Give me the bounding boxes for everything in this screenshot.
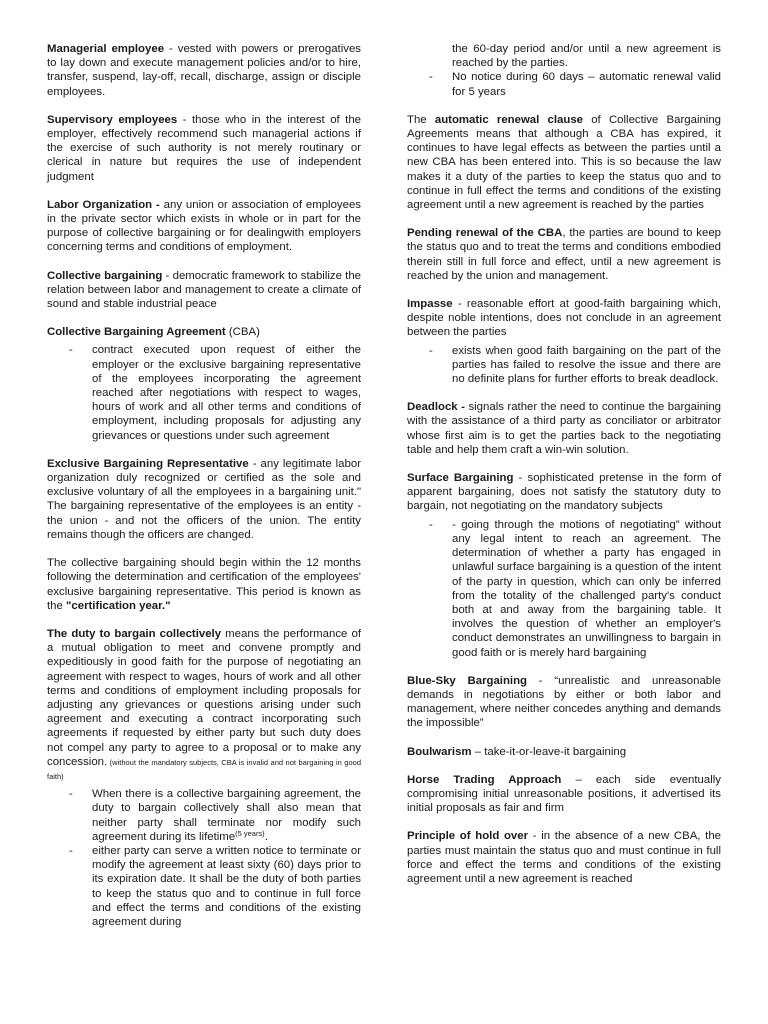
term-collective-bargaining: Collective bargaining <box>47 269 163 282</box>
term-cba: Collective Bargaining Agreement <box>47 326 226 339</box>
term-supervisory-employees: Supervisory employees <box>47 113 178 126</box>
supervisory-employees-definition: Supervisory employees - those who in the interest of the employer, effectively recommend such managerial actions if the exercise of such authority is not merely routinary or clerical in nature but requires the use of independent judgment <box>47 113 362 183</box>
surface-bargaining-list <box>407 518 721 660</box>
boulwarism-definition: Boulwarism – take-it-or-leave-it bargaining <box>407 745 627 758</box>
list-item: - exists when good faith bargaining on the part of the parties has failed to resolve the issue and there are no definite plans for further efforts to break deadlock. <box>429 344 721 386</box>
list-item: - No notice during 60 days – automatic renewal valid for 5 years <box>429 71 721 98</box>
term-duty-to-bargain: The duty to bargain collectively <box>47 627 222 640</box>
term-boulwarism: Boulwarism <box>407 745 472 758</box>
certification-year-paragraph: The collective bargaining should begin within the 12 months following the determination and certification of the employees' exclusive bargaining representative. This period is known as the "certification year." <box>47 557 361 612</box>
term-labor-organization: Labor Organization - <box>47 198 160 211</box>
pending-renewal-paragraph: Pending renewal of the CBA, the parties are bound to keep the status quo and to treat the terms and conditions embodied therein still in full force and effect, until a new agreement is reached by the union and management. <box>407 227 721 282</box>
duty-to-bargain-definition: The duty to bargain collectively means the performance of a mutual obligation to meet and convene promptly and expeditiously in good faith for the purpose of negotiating an agreement with respect to wages, hours of work and all other terms and conditions of employment including proposals for adjusting any grievances or questions arising under such agreement and executing a contract incorporating such agreements if requested by either party but such duty does not compel any party to agree to a proposal or to make any concession. (without the mandatory subjects, CBA is invalid and not bargaining in good faith) <box>47 627 361 781</box>
principle-of-hold-over-definition: Principle of hold over - in the absence of a new CBA, the parties must maintain the status quo and must continue in full force and effect the terms and conditions of the existing agreement until a new agreement is reached <box>407 830 721 885</box>
impasse-definition: Impasse - reasonable effort at good-faith bargaining which, despite noble intentions, does not conclude in an agreement between the parties <box>407 298 721 339</box>
impasse-list <box>407 344 721 387</box>
duty-note: (without the mandatory subjects, CBA is invalid and not bargaining in good faith) <box>47 757 361 781</box>
blue-sky-bargaining-definition: Blue-Sky Bargaining - “unrealistic and unreasonable demands in negotiations by either or both labor and management, where neither concedes anything and demands the impossible” <box>407 674 721 730</box>
surface-bargaining-definition: Surface Bargaining - sophisticated pretense in the form of apparent bargaining, does not satisfy the statutory duty to bargain, not negotiating on the mandatory subjects <box>407 472 721 513</box>
list-item: the 60-day period and/or until a new agreement is reached by the parties. <box>452 43 721 70</box>
list-item: - either party can serve a written notice to terminate or modify the agreement at least sixty (60) days prior to its expiration date. It shall be the duty of both parties to keep the status quo and to continue in full force and effect the terms and conditions of the existing agreement during <box>69 844 361 928</box>
labor-organization-definition: Labor Organization - any union or association of employees in the private sector which exists in whole or in part for the purpose of collective bargaining or for dealingwith employers concerning terms and conditions of employment. <box>47 198 361 254</box>
term-blue-sky-bargaining: Blue-Sky Bargaining <box>407 674 528 687</box>
term-managerial-employee: Managerial employee <box>47 43 165 55</box>
term-automatic-renewal-clause: automatic renewal clause <box>434 113 583 126</box>
list-item: - - going through the motions of negotiating” without any legal intent to reach an agreement. The determination of whether a party has engaged in unlawful surface bargaining is a question of the intent of the party in question, which can only be inferred from the totality of the challenged party's conduct both at and away from the bargaining table. It involves the question of whether an employer's conduct demonstrates an unwillingness to bargain in good faith or is merely hard bargaining <box>429 518 721 659</box>
automatic-renewal-clause-paragraph: The automatic renewal clause of Collective Bargaining Agreements means that although a CBA has expired, it continues to have legal effects as between the parties until a new CBA has been entered into. This is so because the law makes it a duty of the parties to keep the status quo and to continue in full effect the terms and conditions of the existing agreement until a new agreement is reached by the parties <box>407 113 722 212</box>
right-column <box>407 42 721 900</box>
collective-bargaining-definition: Collective bargaining - democratic framework to stabilize the relation between labor and management to create a climate of sound and stable industrial peace <box>47 269 361 311</box>
deadlock-definition: Deadlock - signals rather the need to continue the bargaining with the assistance of a third party as conciliator or arbitrator whose first aim is to get the parties back to the negotiating table and help them craft a win-win solution. <box>407 401 721 456</box>
term-deadlock: Deadlock - <box>407 401 465 414</box>
term-exclusive-bargaining-representative: Exclusive Bargaining Representative <box>47 457 249 470</box>
term-horse-trading-approach: Horse Trading Approach <box>407 773 562 786</box>
lifetime-note: (5 years) <box>235 828 265 838</box>
term-pending-renewal: Pending renewal of the CBA <box>407 227 563 240</box>
term-certification-year: "certification year." <box>66 599 171 612</box>
left-column <box>47 42 361 943</box>
term-impasse: Impasse <box>407 298 453 311</box>
cba-heading: Collective Bargaining Agreement (CBA) <box>47 326 260 339</box>
term-surface-bargaining: Surface Bargaining <box>407 472 514 485</box>
managerial-employee-definition: Managerial employee - vested with powers or prerogatives to lay down and execute management policies and/or to hire, transfer, suspend, lay-off, recall, discharge, assign or disciple employees. <box>47 43 361 98</box>
duty-list <box>47 787 361 929</box>
horse-trading-approach-definition: Horse Trading Approach – each side eventually compromising initial unreasonable positions, it advertised its initial proposals as fair and firm <box>407 773 721 815</box>
cba-list <box>47 343 361 442</box>
exclusive-bargaining-representative-definition: Exclusive Bargaining Representative - any legitimate labor organization duly recognized or certified as the sole and exclusive voluntary of all the employees in a bargaining unit." The bargaining representative of the employees is an entity - the union - and not the officers of the union. The entity remains though the officers are changed. <box>47 457 361 541</box>
list-item: - contract executed upon request of either the employer or the exclusive bargaining representative of the employees incorporating the agreement reached after negotiations with respect to wages, hours of work and all other terms and conditions of employment, including proposals for adjusting any grievances or questions under such agreement <box>69 344 361 442</box>
list-item: - When there is a collective bargaining agreement, the duty to bargain collectively shall also mean that neither party shall terminate nor modify such agreement during its lifetime$^{(5 years)}$. <box>69 788 361 843</box>
term-principle-of-hold-over: Principle of hold over <box>407 830 529 843</box>
continued-duty-list <box>407 42 721 99</box>
